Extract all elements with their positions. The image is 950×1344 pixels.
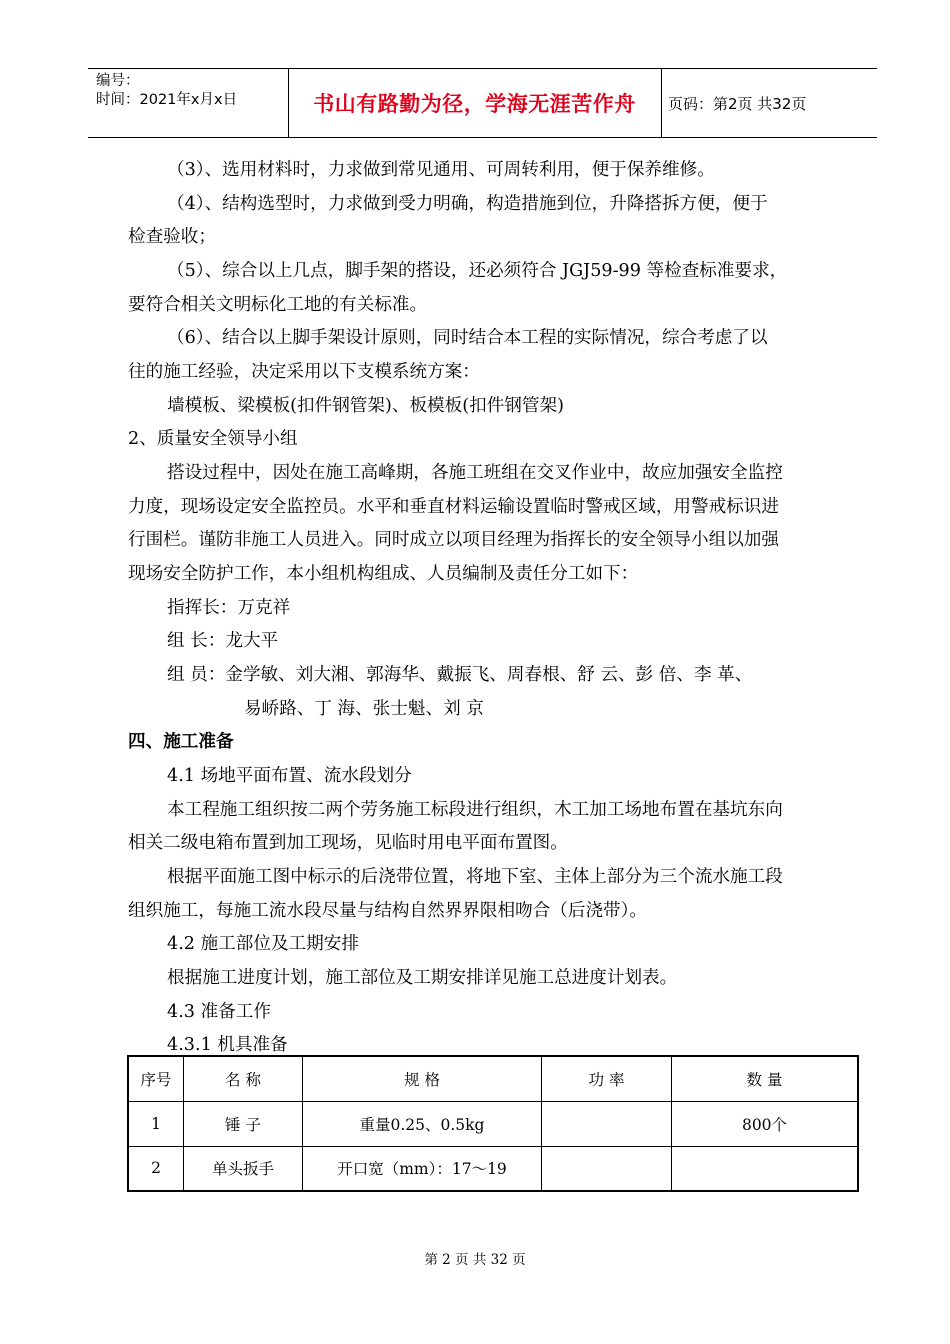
section-heading: 四、施工准备 xyxy=(128,731,234,752)
paragraph-line: 要符合相关文明标化工地的有关标准。 xyxy=(128,295,428,315)
page-header xyxy=(88,68,877,138)
section-heading: 2、质量安全领导小组 xyxy=(128,429,298,449)
paragraph-line: （5）、综合以上几点，脚手架的搭设，还必须符合 JGJ59-99 等检查标准要求， xyxy=(167,261,788,281)
table-header-cell: 数 量 xyxy=(672,1056,859,1101)
table-cell: 1 xyxy=(128,1101,184,1146)
personnel-line: 易峤路、丁 海、张士魁、刘 京 xyxy=(244,699,484,719)
page-footer: 第 2 页 共 32 页 xyxy=(424,1252,526,1268)
subsection-heading: 4.3 准备工作 xyxy=(167,1002,271,1022)
paragraph-line: 根据施工进度计划，施工部位及工期安排详见施工总进度计划表。 xyxy=(167,968,678,988)
paragraph-line: 往的施工经验，决定采用以下支模系统方案： xyxy=(128,362,480,382)
table-cell xyxy=(542,1101,672,1146)
table-cell: 800个 xyxy=(672,1101,859,1146)
paragraph-line: 搭设过程中，因处在施工高峰期，各施工班组在交叉作业中，故应加强安全监控 xyxy=(167,463,783,483)
table-header-cell: 序号 xyxy=(128,1056,184,1101)
table-row xyxy=(128,1146,858,1191)
number-label: 编号： xyxy=(96,73,140,89)
header-slogan: 书山有路勤为径，学海无涯苦作舟 xyxy=(313,92,636,116)
personnel-line: 组 员：金学敏、刘大湘、郭海华、戴振飞、周春根、舒 云、彭 倍、李 革、 xyxy=(167,665,753,685)
header-meta xyxy=(96,72,237,110)
paragraph-line: 力度，现场设定安全监控员。水平和垂直材料运输设置临时警戒区域，用警戒标识进 xyxy=(128,497,779,517)
paragraph-line: （3）、选用材料时，力求做到常见通用、可周转利用，便于保养维修。 xyxy=(167,160,715,180)
paragraph-line: 组织施工，每施工流水段尽量与结构自然界界限相吻合（后浇带）。 xyxy=(128,901,648,921)
paragraph-line: 现场安全防护工作，本小组机构组成、人员编制及责任分工如下： xyxy=(128,564,639,584)
table-cell: 锤 子 xyxy=(184,1101,303,1146)
paragraph-line: 墙模板、梁模板(扣件钢管架)、板模板(扣件钢管架) xyxy=(167,396,564,416)
table-header-row xyxy=(128,1056,858,1101)
subsection-heading: 4.1 场地平面布置、流水段划分 xyxy=(167,766,412,786)
table-header-cell: 功 率 xyxy=(542,1056,672,1101)
table-cell: 2 xyxy=(128,1146,184,1191)
time-label: 时间：2021年x月x日 xyxy=(96,92,238,108)
header-divider xyxy=(661,69,662,137)
table-cell xyxy=(672,1146,859,1191)
paragraph-line: 相关二级电箱布置到加工现场，见临时用电平面布置图。 xyxy=(128,833,568,853)
table-cell: 开口宽（mm）：17～19 xyxy=(303,1146,542,1191)
table-cell xyxy=(542,1146,672,1191)
paragraph-line: 检查验收； xyxy=(128,227,216,247)
personnel-line: 指挥长：万克祥 xyxy=(167,598,291,618)
equipment-table xyxy=(127,1055,859,1192)
personnel-line: 组 长：龙大平 xyxy=(167,631,279,651)
table-header-cell: 名 称 xyxy=(184,1056,303,1101)
paragraph-line: （4）、结构选型时，力求做到受力明确，构造措施到位，升降搭拆方便，便于 xyxy=(167,194,768,214)
subsection-heading: 4.2 施工部位及工期安排 xyxy=(167,934,359,954)
paragraph-line: 本工程施工组织按二两个劳务施工标段进行组织，木工加工场地布置在基坑东向 xyxy=(167,800,783,820)
paragraph-line: 行围栏。谨防非施工人员进入。同时成立以项目经理为指挥长的安全领导小组以加强 xyxy=(128,530,779,550)
paragraph-line: 根据平面施工图中标示的后浇带位置，将地下室、主体上部分为三个流水施工段 xyxy=(167,867,783,887)
table-cell: 重量0.25、0.5kg xyxy=(303,1101,542,1146)
paragraph-line: （6）、结合以上脚手架设计原则，同时结合本工程的实际情况，综合考虑了以 xyxy=(167,328,768,348)
table-row xyxy=(128,1101,858,1146)
table-cell: 单头扳手 xyxy=(184,1146,303,1191)
subsection-heading: 4.3.1 机具准备 xyxy=(167,1035,288,1055)
header-page-number: 页码：第2页 共32页 xyxy=(668,94,807,113)
table-header-cell: 规 格 xyxy=(303,1056,542,1101)
